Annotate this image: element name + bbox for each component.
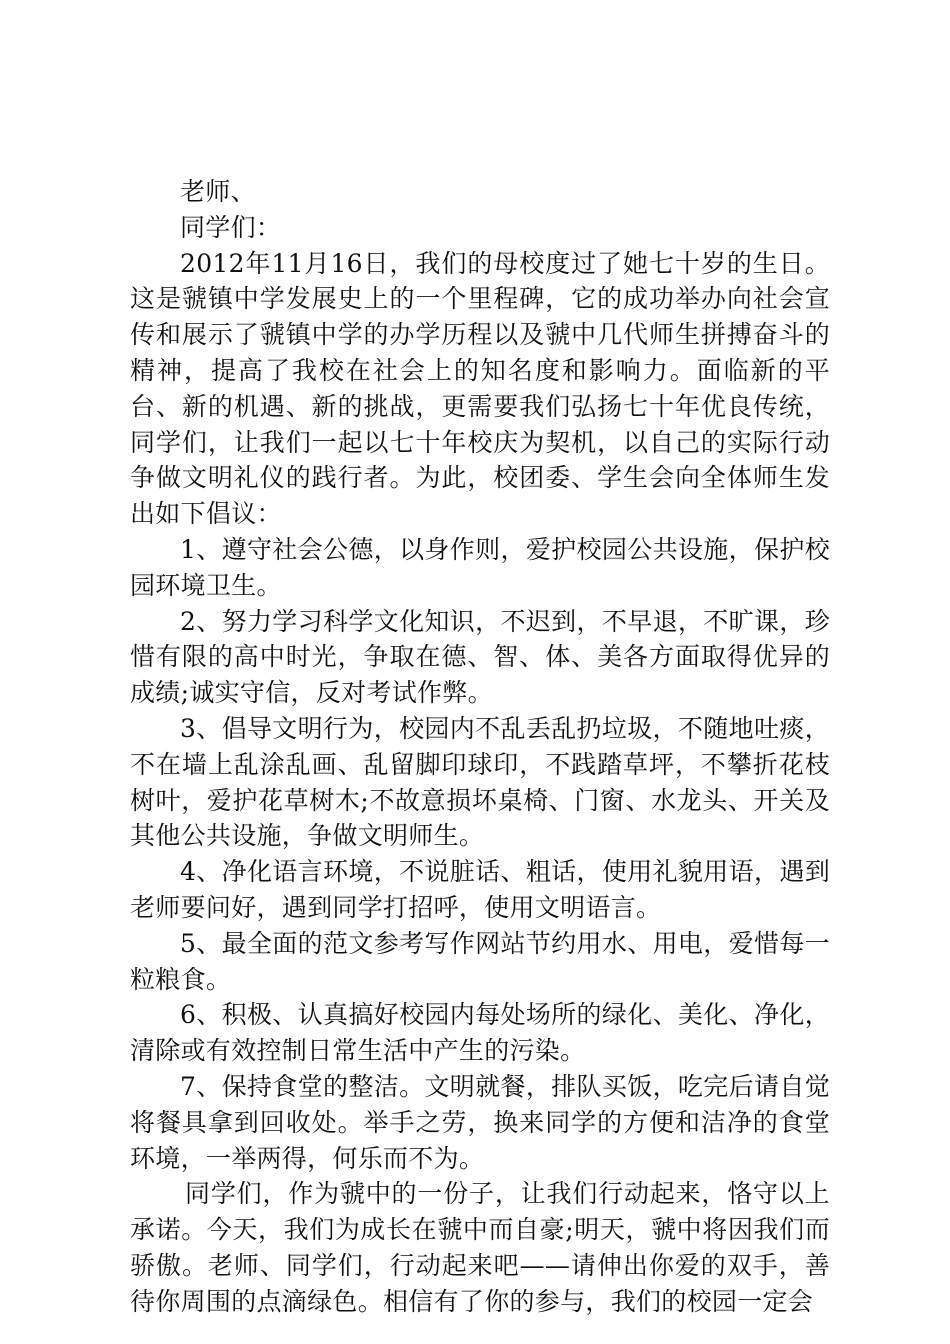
salutation-students: 同学们： (180, 212, 282, 242)
closing-paragraph: 同学们，作为虢中的一份子，让我们行动起来，恪守以上承诺。今天，我们为成长在虢中而自豪;明天，虢中将因我们而骄傲。老师、同学们，行动起来吧——请伸出你爱的双手，善待你周围的点滴绿色。相信有了你的参与，我们的校园一定会 (130, 1179, 830, 1316)
proposal-item-4: 4、净化语言环境，不说脏话、粗话，使用礼貌用语，遇到老师要问好，遇到同学打招呼，使用文明语言。 (130, 857, 830, 922)
salutation-teacher: 老师、 (180, 177, 256, 206)
proposal-item-3: 3、倡导文明行为，校园内不乱丢乱扔垃圾，不随地吐痰，不在墙上乱涂乱画、乱留脚印球印，不践踏草坪，不攀折花枝树叶，爱护花草树木;不故意损坏桌椅、门窗、水龙头、开关及其他公共设施，争做文明师生。 (130, 713, 830, 851)
intro-paragraph: 2012年11月16日，我们的母校度过了她七十岁的生日。这是虢镇中学发展史上的一个里程碑，它的成功举办向社会宣传和展示了虢镇中学的办学历程以及虢中几代师生拼搏奋斗的精神，提高了我校在社会上的知名度和影响力。面临新的平台、新的机遇、新的挑战，更需要我们弘扬七十年优良传统，同学们，让我们一起以七十年校庆为契机，以自己的实际行动争做文明礼仪的践行者。为此，校团委、学生会向全体师生发出如下倡议： (130, 248, 830, 529)
proposal-item-6: 6、积极、认真搞好校园内每处场所的绿化、美化、净化，清除或有效控制日常生活中产生的污染。 (130, 1000, 830, 1066)
proposal-item-5: 5、最全面的范文参考写作网站节约用水、用电，爱惜每一粒粮食。 (130, 928, 830, 994)
letter-body (130, 174, 830, 1320)
proposal-item-2: 2、努力学习科学文化知识，不迟到，不早退，不旷课，珍惜有限的高中时光，争取在德、智、体、美各方面取得优异的成绩;诚实守信，反对考试作弊。 (130, 606, 830, 708)
proposal-item-1: 1、遵守社会公德，以身作则，爱护校园公共设施，保护校园环境卫生。 (130, 534, 830, 600)
proposal-item-7: 7、保持食堂的整洁。文明就餐，排队买饭，吃完后请自觉将餐具拿到回收处。举手之劳，换来同学的方便和洁净的食堂环境，一举两得，何乐而不为。 (130, 1071, 830, 1173)
